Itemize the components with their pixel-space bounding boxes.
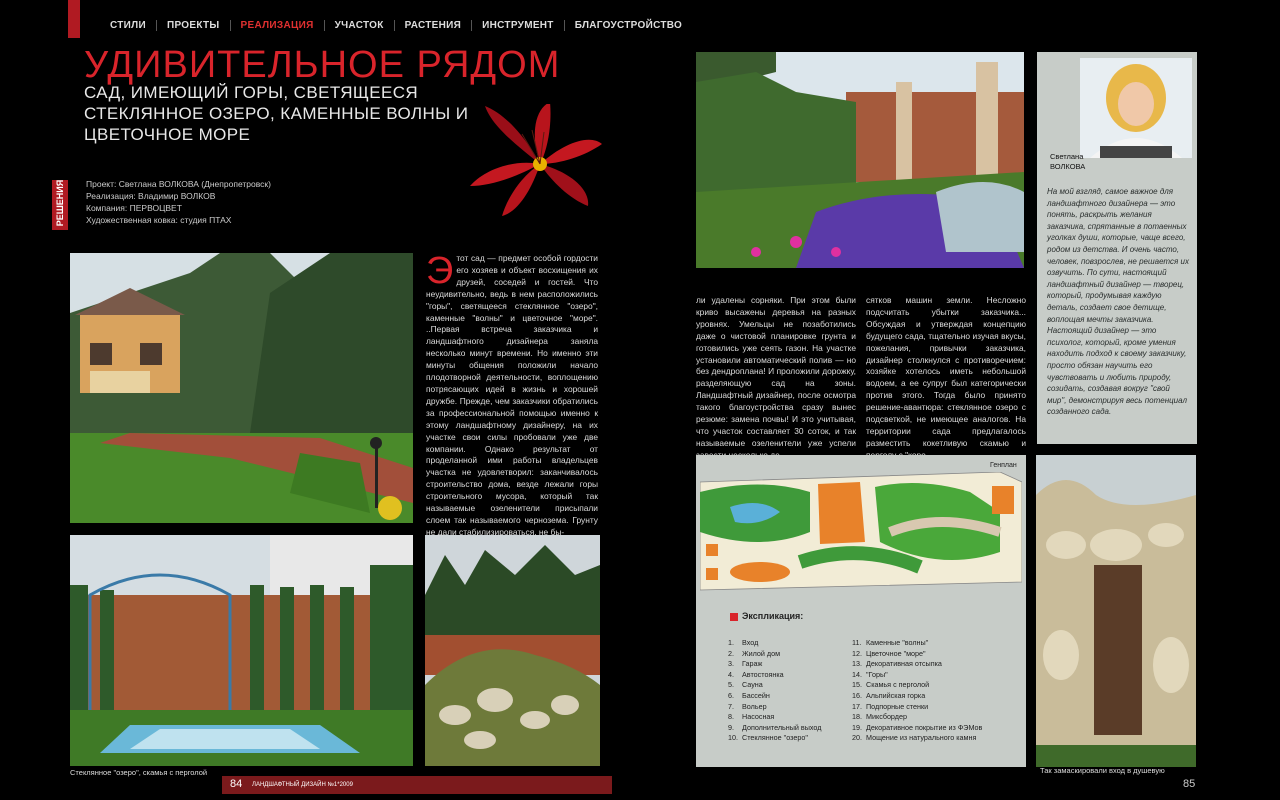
article-title: УДИВИТЕЛЬНОЕ РЯДОМ bbox=[84, 44, 561, 86]
list-item: 1. Вход bbox=[728, 638, 759, 647]
nav-item-tools[interactable]: ИНСТРУМЕНТ bbox=[472, 20, 565, 31]
designer-quote-text: На мой взгляд, самое важное для ландшафтного дизайнера — это понять, раскрыть желания заказчика, спрятанные в потаенных уголках души, которые, чаще всего, родом из детства. И очень часто, человек, повзрослев, не решается их озвучить. По сути, настоящий ландшафтный дизайнер — творец, который, продумывая каждую деталь, создает свое детище, воплощая мечты заказчика. Настоящий дизайнер — это психолог, который, кроме умения находить подход к своему заказчику, просто обязан научить его чувствовать и любить природу, созидать, создавая вокруг "свой мир", демонстрируя весь потенциал созданного сада. bbox=[1047, 187, 1189, 417]
nav-accent-bar bbox=[68, 0, 80, 38]
list-item: 16. Альпийская горка bbox=[852, 690, 926, 700]
article-column-1 bbox=[426, 250, 598, 539]
lily-flower-image bbox=[462, 104, 612, 234]
list-item: 13. Декоративная отсыпка bbox=[852, 659, 942, 669]
list-item: 11. Каменные "волны" bbox=[852, 638, 929, 647]
list-item: 12. Цветочное "море" bbox=[852, 648, 926, 658]
cave-caption: Так замаскировали вход в душевую bbox=[1040, 766, 1165, 775]
list-item: 8. Насосная bbox=[728, 712, 775, 722]
list-item: 17. Подпорные стенки bbox=[852, 701, 929, 711]
pool-caption: Стеклянное "озеро", скамья с перголой bbox=[70, 768, 208, 777]
designer-portrait bbox=[1080, 58, 1192, 158]
nav-item-plot[interactable]: УЧАСТОК bbox=[325, 20, 395, 31]
glass-lake-photo bbox=[70, 535, 413, 766]
drop-cap: Э bbox=[426, 250, 454, 292]
list-item: 7. Вольер bbox=[728, 701, 767, 711]
article-column-3: сятков машин земли. Несложно подсчитать убытки заказчика... Обсуждая и утверждая концепцию будущего сада, тщательно изучая вкусы, пожелания, привычки заказчика, дизайнер столкнулся с противоречием: хозяйке хотелось иметь небольшой водоем, а ее супруг был категорически против этого. Тогда было принято решение-авантюра: стеклянное озеро с подсветкой, не имеющее аналогов. На территории сада предлагалось разместить кокетливую скамью и bbox=[866, 295, 1026, 448]
page-number-left: 84 bbox=[230, 778, 243, 790]
list-item: 20. Мощение из натурального камня bbox=[852, 733, 977, 743]
credit-realization: Реализация: Владимир ВОЛКОВ bbox=[86, 191, 216, 201]
section-label: РЕШЕНИЯ bbox=[52, 180, 68, 230]
credit-project: Проект: Светлана ВОЛКОВА (Днепропетровск) bbox=[86, 179, 271, 189]
nav-item-realization[interactable]: РЕАЛИЗАЦИЯ bbox=[231, 20, 325, 31]
list-item: 6. Бассейн bbox=[728, 690, 770, 700]
site-plan-drawing bbox=[700, 472, 1022, 592]
article-column-2: ли удалены сорняки. При этом были криво высажены деревья на разных уровнях. Умельцы не позаботились даже о чистовой планировке грунта и готовились уже сеять газон. На участке установили автоматический полив — но без дендроплана! И проложили дорожку, разделяющую сад на зоны. Ландшафтный дизайнер, после осмотра такого благоустройства сразу вынес резюме: замена почвы! И это учитывая, что участок составляет 30 соток, и так называемые озеленители уже успели bbox=[696, 295, 856, 448]
list-item: 10. Стеклянное "озеро" bbox=[728, 733, 808, 743]
explication-list-right bbox=[852, 638, 1022, 744]
list-item: 18. Миксбордер bbox=[852, 712, 907, 722]
article-col1-text: тот сад — предмет особой гордости его хозяев и объект восхищения их друзей, соседей и гостей. Что неудивительно, ведь в нем расположились "горы", светящееся стеклянное "озеро", каменные "волны" и цветочное "море". ..Первая встреча заказчика и ландшафтного дизайнера заняла несколько минут времени. Но именно эти минуты общения положили начало плодотворной деятельности, воплощению потрясающих идей в жизнь и хорошей дружбе. Прежде, чем заказчики обратились за профессиональной помощью именно к этому ландшафтному дизайнеру, на их участке свои силы пробовали уже две компании. Однако результат от проделанной ими работы владельцев участка не удовлетворил: заканчивалось строительство дома, везде лежали горы строительного мусора, который так называемые озеленители присыпали слоем так называемого чернозема. Грунту не дали стабилизироваться, не бы- bbox=[426, 253, 598, 537]
list-item: 9. Дополнительный выход bbox=[728, 722, 822, 732]
explication-title: Экспликация: bbox=[742, 611, 804, 621]
list-item: 5. Сауна bbox=[728, 680, 763, 690]
list-item: 3. Гараж bbox=[728, 659, 763, 669]
top-navigation bbox=[100, 20, 692, 31]
nav-item-plants[interactable]: РАСТЕНИЯ bbox=[395, 20, 473, 31]
site-plan-label: Генплан bbox=[990, 462, 1017, 469]
article-subtitle: САД, ИМЕЮЩИЙ ГОРЫ, СВЕТЯЩЕЕСЯ СТЕКЛЯННОЕ ОЗЕРО, КАМЕННЫЕ ВОЛНЫ И ЦВЕТОЧНОЕ МОРЕ bbox=[84, 83, 469, 144]
list-item: 19. Декоративное покрытие из ФЭМов bbox=[852, 722, 983, 732]
shower-entrance-photo bbox=[1036, 455, 1196, 767]
flower-sea-photo bbox=[696, 52, 1024, 268]
page-number-right: 85 bbox=[1183, 778, 1196, 790]
credits bbox=[86, 178, 271, 226]
rock-garden-photo bbox=[425, 535, 600, 766]
magazine-issue: ЛАНДШАФТНЫЙ ДИЗАЙН №1*2009 bbox=[252, 782, 353, 788]
credit-forging: Художественная ковка: студия ПТАХ bbox=[86, 215, 232, 225]
nav-item-projects[interactable]: ПРОЕКТЫ bbox=[157, 20, 231, 31]
nav-item-styles[interactable]: СТИЛИ bbox=[100, 20, 157, 31]
list-item: 4. Автостоянка bbox=[728, 669, 784, 679]
nav-item-landscaping[interactable]: БЛАГОУСТРОЙСТВО bbox=[574, 20, 683, 31]
list-item: 14. "Горы" bbox=[852, 669, 888, 679]
designer-name: Светлана ВОЛКОВА bbox=[1050, 152, 1086, 171]
list-item: 15. Скамья с перголой bbox=[852, 680, 930, 690]
credit-company: Компания: ПЕРВОЦВЕТ bbox=[86, 203, 182, 213]
list-item: 2. Жилой дом bbox=[728, 648, 781, 658]
house-photo bbox=[70, 253, 413, 523]
explication-list-left bbox=[728, 638, 848, 744]
